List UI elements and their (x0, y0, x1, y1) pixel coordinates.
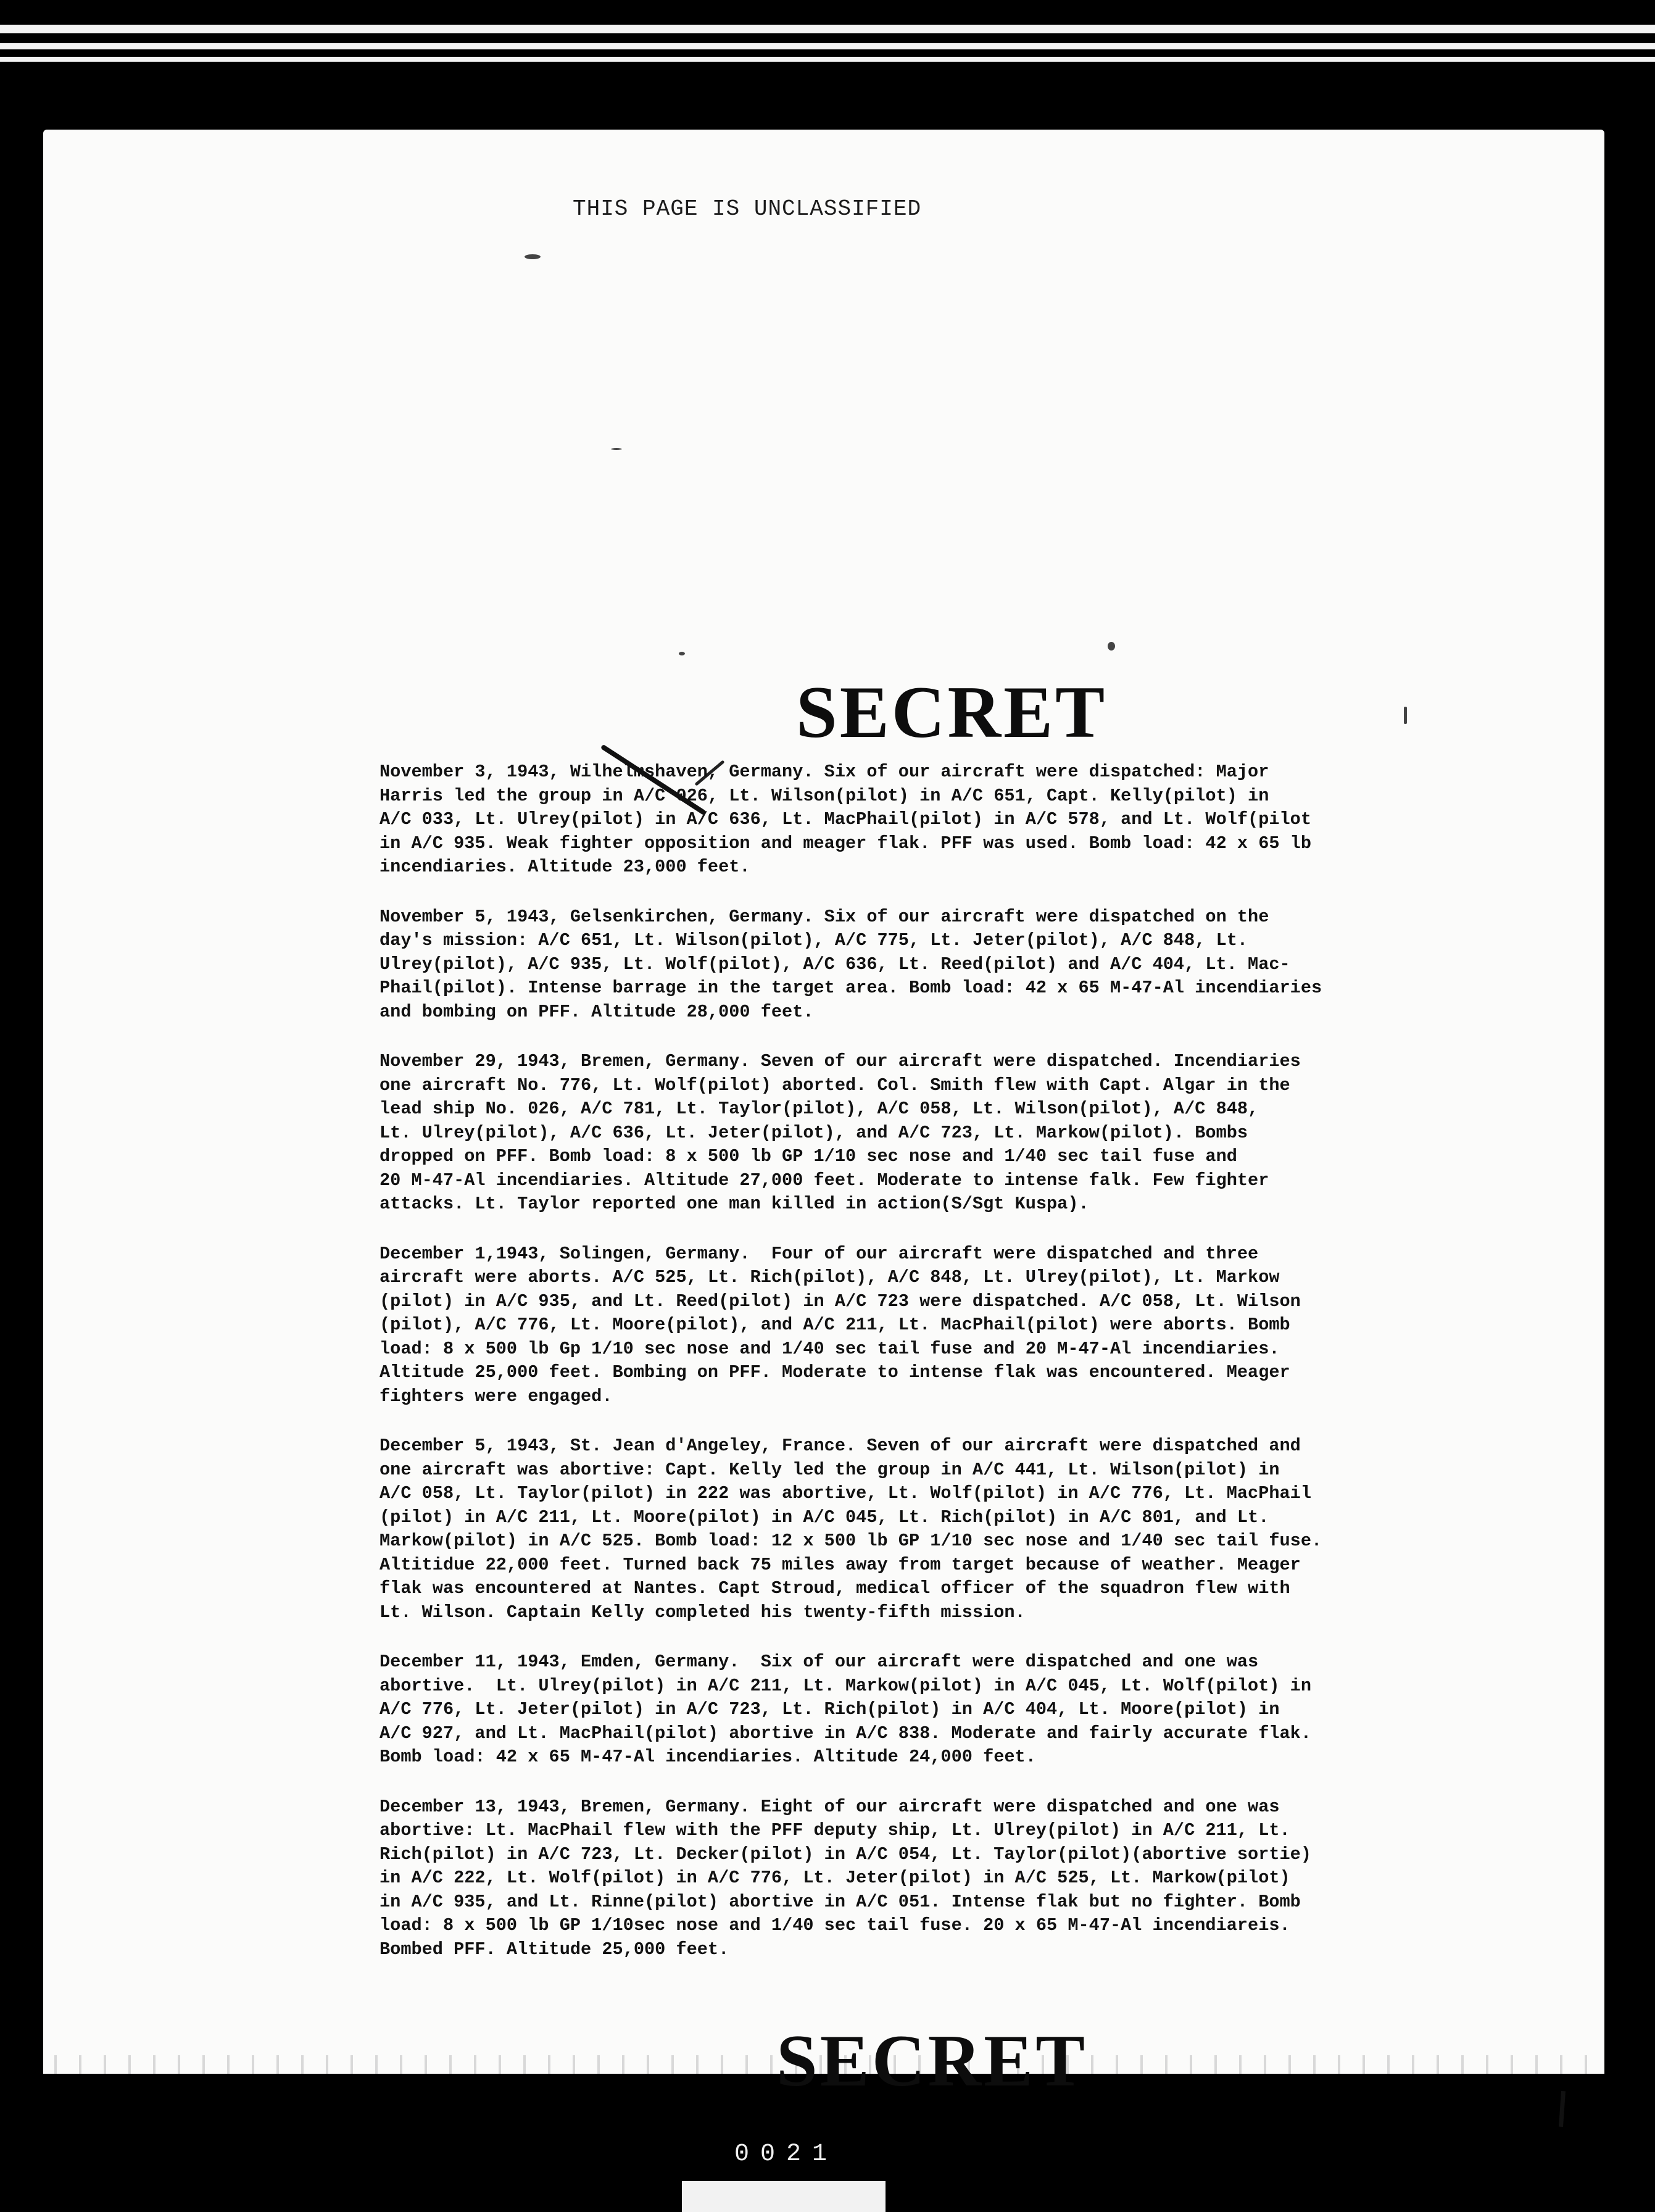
mission-entry: December 1,1943, Solingen, Germany. Four of our aircraft were dispatched and three aircraft were aborts. A/C 525, Lt. Rich(pilot), A/C 848, Lt. Ulrey(pilot), Lt. Markow (pilot) in A/C 935, and Lt. Reed(pilot) in A/C 723 were dispatched. A/C 058, Lt. Wilson (pilot), A/C 776, Lt. Moore(pilot), and A/C 211, Lt. MacPhail(pilot) were aborts. Bomb load: 8 x 500 lb Gp 1/10 sec nose and 1/40 sec tail fuse and 20 M-47-Al incendiaries. Altitude 25,000 feet. Bombing on PFF. Moderate to intense flak was encountered. Meager fighters were engaged. (380, 1243, 1301, 1407)
scan-border-line (0, 57, 1655, 62)
scan-speck (525, 254, 541, 259)
mission-log (380, 760, 1540, 1987)
margin-mark (1559, 2091, 1566, 2127)
scan-speck (1108, 642, 1115, 651)
scan-speck (1404, 707, 1407, 724)
mission-entry: November 29, 1943, Bremen, Germany. Seven of our aircraft were dispatched. Incendiaries one aircraft No. 776, Lt. Wolf(pilot) aborted. Col. Smith flew with Capt. Algar in the lead ship No. 026, A/C 781, Lt. Taylor(pilot), A/C 058, Lt. Wilson(pilot), A/C 848, Lt. Ulrey(pilot), A/C 636, Lt. Jeter(pilot), and A/C 723, Lt. Markow(pilot). Bombs dropped on PFF. Bomb load: 8 x 500 lb GP 1/10 sec nose and 1/40 sec tail fuse and 20 M-47-Al incendiaries. Altitude 27,000 feet. Moderate to intense falk. Few fighter attacks. Lt. Taylor reported one man killed in action(S/Sgt Kuspa). (380, 1051, 1301, 1214)
mission-entry: December 13, 1943, Bremen, Germany. Eight of our aircraft were dispatched and one was abortive: Lt. MacPhail flew with the PFF deputy ship, Lt. Ulrey(pilot) in A/C 211, Lt. Rich(pilot) in A/C 723, Lt. Decker(pilot) in A/C 054, Lt. Taylor(pilot)(abortive sortie) in A/C 222, Lt. Wolf(pilot) in A/C 776, Lt. Jeter(pilot) in A/C 525, Lt. Markow(pilot) in A/C 935, and Lt. Rinne(pilot) abortive in A/C 051. Intense flak but no fighter. Bomb load: 8 x 500 lb GP 1/10sec nose and 1/40 sec tail fuse. 20 x 65 M-47-Al incendiareis. Bombed PFF. Altitude 25,000 feet. (380, 1796, 1311, 1960)
classification-stamp-bottom: SECRET (776, 2019, 1088, 2102)
mission-entry: November 5, 1943, Gelsenkirchen, Germany. Six of our aircraft were dispatched on the day's mission: A/C 651, Lt. Wilson(pilot), A/C 775, Lt. Jeter(pilot), A/C 848, Lt. Ulrey(pilot), A/C 935, Lt. Wolf(pilot), A/C 636, Lt. Reed(pilot) and A/C 404, Lt. Mac- Phail(pilot). Intense barrage in the target area. Bomb load: 42 x 65 M-47-Al incendiaries and bombing on PFF. Altitude 28,000 feet. (380, 906, 1322, 1022)
scan-speck (611, 448, 622, 450)
page-number: 0021 (734, 2140, 839, 2168)
scan-border-line (0, 25, 1655, 33)
mission-entry: December 11, 1943, Emden, Germany. Six of our aircraft were dispatched and one was abortive. Lt. Ulrey(pilot) in A/C 211, Lt. Markow(pilot) in A/C 045, Lt. Wolf(pilot) in A/C 776, Lt. Jeter(pilot) in A/C 723, Lt. Rich(pilot) in A/C 404, Lt. Moore(pilot) in A/C 927, and Lt. MacPhail(pilot) abortive in A/C 838. Moderate and fairly accurate flak. Bomb load: 42 x 65 M-47-Al incendiaries. Altitude 24,000 feet. (380, 1652, 1311, 1767)
scan-speck (679, 652, 685, 655)
mission-entry: November 3, 1943, Wilhelmshaven, Germany. Six of our aircraft were dispatched: Major Harris led the group in A/C 026, Lt. Wilson(pilot) in A/C 651, Capt. Kelly(pilot) in A/C 033, Lt. Ulrey(pilot) in A/C 636, Lt. MacPhail(pilot) in A/C 578, and Lt. Wolf(pilot in A/C 935. Weak fighter opposition and meager flak. PFF was used. Bomb load: 42 x 65 lb incendiaries. Altitude 23,000 feet. (380, 762, 1311, 877)
classification-stamp-top: SECRET (796, 671, 1108, 753)
unclassified-header: THIS PAGE IS UNCLASSIFIED (573, 196, 922, 222)
footer-label-strip (682, 2181, 886, 2212)
mission-entry: December 5, 1943, St. Jean d'Angeley, France. Seven of our aircraft were dispatched and one aircraft was abortive: Capt. Kelly led the group in A/C 441, Lt. Wilson(pilot) in A/C 058, Lt. Taylor(pilot) in 222 was abortive, Lt. Wolf(pilot) in A/C 776, Lt. MacPhail (pilot) in A/C 211, Lt. Moore(pilot) in A/C 045, Lt. Rich(pilot) in A/C 801, and Lt. Markow(pilot) in A/C 525. Bomb load: 12 x 500 lb GP 1/10 sec nose and 1/40 sec tail fuse. Altitidue 22,000 feet. Turned back 75 miles away from target because of weather. Meager flak was encountered at Nantes. Capt Stroud, medical officer of the squadron flew with Lt. Wilson. Captain Kelly completed his twenty-fifth mission. (380, 1436, 1322, 1623)
scan-border-line (0, 43, 1655, 49)
